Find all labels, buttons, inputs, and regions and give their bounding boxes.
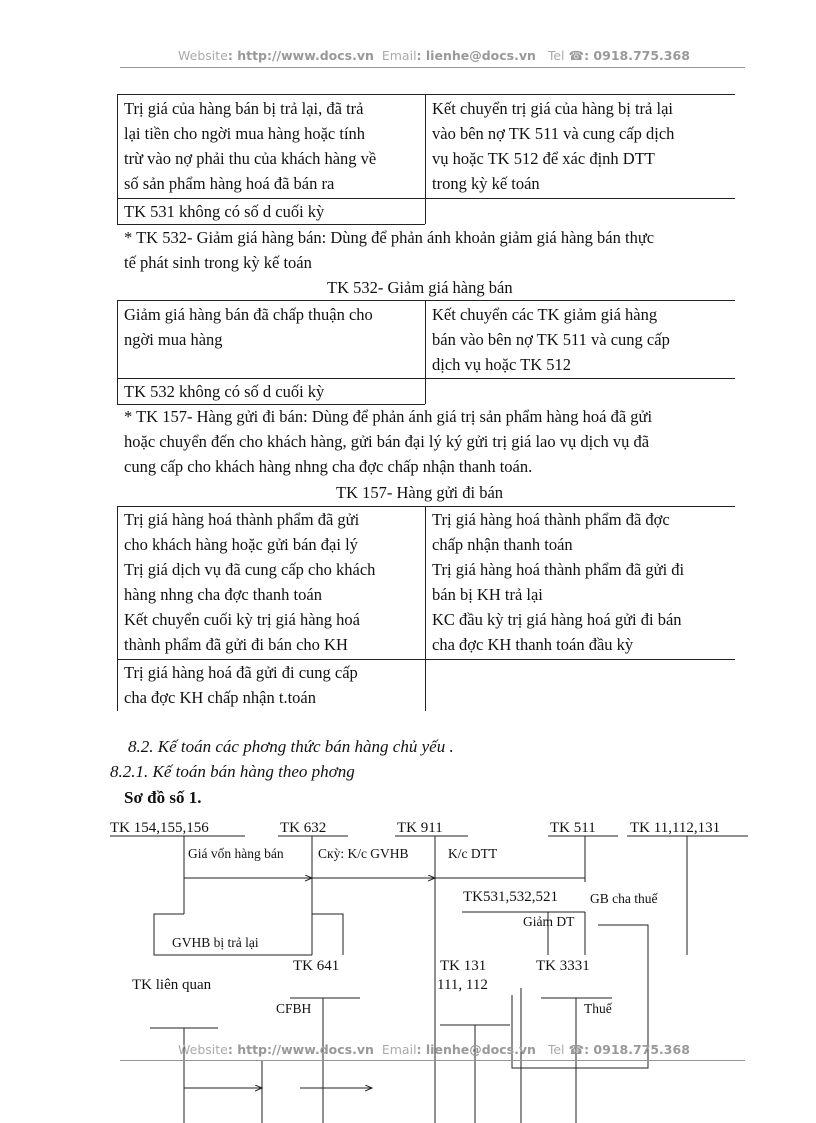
- heading-8-2: 8.2. Kế toán các phơng thức bán hàng chủ yếu .: [128, 737, 454, 756]
- text-line: * TK 157- Hàng gửi đi bán: Dùng để phản ánh giá trị sản phẩm hàng hoá đã gửi: [124, 407, 653, 426]
- text-line: Kết chuyển cuối kỳ trị giá hàng hoá: [124, 610, 360, 629]
- tel-label: Tel: [547, 1042, 565, 1057]
- text-line: dịch vụ hoặc TK 512: [432, 355, 572, 374]
- gvhb-label: Giá vốn hàng bán: [188, 846, 284, 861]
- table532-footer: TK 532 không có số d cuối kỳ: [124, 382, 325, 401]
- email-value[interactable]: : lienhe@docs.vn: [416, 1042, 536, 1057]
- email-label: Email: [381, 48, 417, 63]
- text-line: chấp nhận thanh toán: [432, 535, 573, 554]
- phone-icon: ☎: [568, 48, 585, 63]
- text-line: thành phẩm đã gửi đi bán cho KH: [124, 635, 348, 654]
- thue-label: Thuế: [584, 1001, 612, 1016]
- footer-rule: [120, 1060, 745, 1061]
- text-line: tế phát sinh trong kỳ kế toán: [124, 253, 312, 272]
- acc-3331-label: TK 3331: [536, 958, 590, 974]
- text-line: cha đợc KH chấp nhận t.toán: [124, 688, 316, 707]
- acc-632-label: TK 632: [280, 820, 327, 836]
- gvhb-return-label: GVHB bị trả lại: [172, 935, 259, 950]
- gvhb-return-line-right: [312, 914, 343, 955]
- text-line: lại tiền cho ngời mua hàng hoặc tính: [124, 124, 366, 143]
- website-label: Website: [178, 1042, 228, 1057]
- table531-footer: TK 531 không có số d cuối kỳ: [124, 202, 325, 221]
- ck-label: Cкỳ: K/c GVHB: [318, 846, 409, 861]
- text-line: bán bị KH trả lại: [432, 585, 543, 604]
- diagram-title: Sơ đồ số 1.: [124, 788, 202, 807]
- text-line: vụ hoặc TK 512 để xác định DTT: [432, 149, 655, 168]
- text-line: Trị giá của hàng bán bị trả lại, đã trả: [124, 99, 364, 118]
- text-line: Trị giá dịch vụ đã cung cấp cho khách: [124, 560, 376, 579]
- text-line: ngời mua hàng: [124, 330, 223, 349]
- text-line: số sản phẩm hàng hoá đã bán ra: [124, 174, 335, 193]
- acc-111b-label: 111, 112: [437, 977, 488, 993]
- website-url[interactable]: : http://www.docs.vn: [227, 1042, 374, 1057]
- website-label: Website: [178, 48, 228, 63]
- text-line: Kết chuyển các TK giảm giá hàng: [432, 305, 658, 324]
- text-line: KC đầu kỳ trị giá hàng hoá gửi đi bán: [432, 610, 682, 629]
- heading-8-2-1: 8.2.1. Kế toán bán hàng theo phơng: [110, 762, 355, 781]
- text-line: vào bên nợ TK 511 và cung cấp dịch: [432, 124, 675, 143]
- table157-title: TK 157- Hàng gửi đi bán: [336, 483, 504, 502]
- text-line: Trị giá hàng hoá thành phẩm đã đợc: [432, 510, 670, 529]
- text-line: hàng nhng cha đợc thanh toán: [124, 585, 322, 604]
- acc-111-label: TK 11,112,131: [630, 820, 721, 836]
- phone-icon: ☎: [568, 1042, 585, 1057]
- text-line: Trị giá hàng hoá thành phẩm đã gửi đi: [432, 560, 685, 579]
- gb-label: GB cha thuế: [590, 891, 658, 906]
- text-line: cho khách hàng hoặc gửi bán đại lý: [124, 535, 358, 554]
- text-line: cung cấp cho khách hàng nhng cha đợc chấp nhận thanh toán.: [124, 457, 533, 476]
- table532-title: TK 532- Giảm giá hàng bán: [327, 278, 513, 297]
- text-line: trong kỳ kế toán: [432, 174, 540, 193]
- text-line: cha đợc KH thanh toán đầu kỳ: [432, 635, 634, 654]
- page-footer: [178, 1042, 690, 1057]
- text-line: Trị giá hàng hoá thành phẩm đã gửi: [124, 510, 360, 529]
- tel-value: : 0918.775.368: [584, 48, 690, 63]
- acc-131-label: TK 131: [440, 958, 487, 974]
- cfbh-label: CFBH: [276, 1001, 312, 1016]
- tel-value: : 0918.775.368: [584, 1042, 690, 1057]
- text-line: hoặc chuyển đến cho khách hàng, gửi bán đại lý ký gửi trị giá lao vụ dịch vụ đã: [124, 432, 650, 451]
- text-line: trừ vào nợ phải thu của khách hàng về: [124, 149, 377, 168]
- acc-154-label: TK 154,155,156: [110, 820, 209, 836]
- acc-511-label: TK 511: [550, 820, 596, 836]
- text-line: * TK 532- Giảm giá hàng bán: Dùng để phản ánh khoản giảm giá hàng bán thực: [124, 228, 655, 247]
- acc-641-label: TK 641: [293, 958, 340, 974]
- website-url[interactable]: : http://www.docs.vn: [227, 48, 374, 63]
- kc-dtt-label: K/c DTT: [448, 846, 498, 861]
- text-line: Giảm giá hàng bán đã chấp thuận cho: [124, 305, 373, 324]
- email-label: Email: [381, 1042, 417, 1057]
- text-line: bán vào bên nợ TK 511 và cung cấp: [432, 330, 670, 349]
- text-line: Trị giá hàng hoá đã gửi đi cung cấp: [124, 663, 358, 682]
- email-value[interactable]: : lienhe@docs.vn: [416, 48, 536, 63]
- acc-531-label: TK531,532,521: [463, 889, 558, 905]
- giamdt-label: Giảm DT: [523, 914, 575, 929]
- tel-label: Tel: [547, 48, 565, 63]
- acc-911-label: TK 911: [397, 820, 443, 836]
- tk-lq-label: TK liên quan: [132, 977, 212, 993]
- text-line: Kết chuyển trị giá của hàng bị trả lại: [432, 99, 673, 118]
